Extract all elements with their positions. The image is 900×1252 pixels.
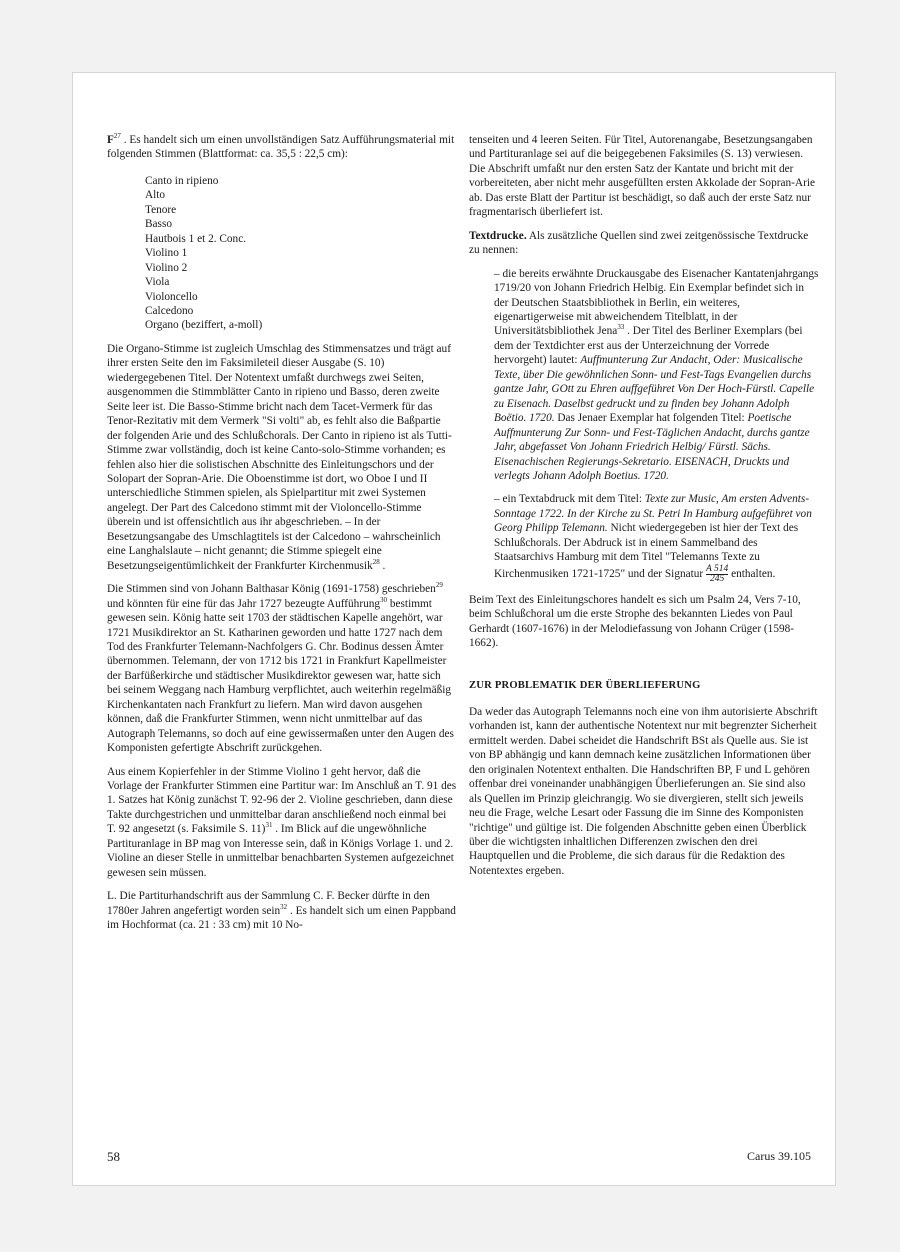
voice-item: Alto — [145, 189, 166, 202]
voice-item: Canto in ripieno — [145, 174, 219, 187]
voice-item: Violino 2 — [145, 261, 188, 274]
section-heading: ZUR PROBLEMATIK DER ÜBERLIEFERUNG — [469, 679, 701, 691]
footnote-ref: 30 — [380, 595, 388, 604]
catalog-number: Carus 39.105 — [747, 1149, 811, 1163]
source-f-paragraph — [107, 133, 457, 162]
voice-item: Calcedono — [145, 304, 194, 317]
psalm-paragraph: Beim Text des Einleitungschores handelt es sich um Psalm 24, Vers 7-10, beim Schlußchoral um die erste Strophe des bekannten Liedes von Paul Gerhardt (1607-1676) in der Melodiefassung von Johann Crüger (1598-1662). — [469, 593, 801, 650]
source-l-continued: tenseiten und 4 leeren Seiten. Für Titel, Autorenangabe, Besetzungsangaben und Partituranlage sei auf die beigegebenen Faksimiles (S. 13) verwiesen. Die Abschrift umfaßt nur den ersten Satz der Kantate und bricht mit der vorbereiteten, aber nicht mehr ausgefüllten ersten Akkolade der Sopran-Arie ab. Das erste Blatt der Partitur ist beschädigt, so daß auch der erste Satz nur fragmentarisch überliefert ist. — [469, 134, 815, 219]
voice-item: Organo (beziffert, a-moll) — [145, 319, 263, 332]
voice-item: Basso — [145, 218, 172, 231]
footnote-ref: 32 — [280, 902, 288, 911]
textdrucke-paragraph: Textdrucke. Als zusätzliche Quellen sind zwei zeitgenössische Textdrucke zu nennen: — [469, 229, 809, 257]
jena-title-quote: Poetische Auffmunterung Zur Sonn- und Fest-Täglichen Andacht, durchs gantze Jahr, abgefasset Von Johann Friedrich Helbig/ Fürstl. Sächs. Eisenachischen Regierungs-Sekretario. EISENACH, Druckts und verlegts Johann Adolph Boetius. 1720. — [494, 412, 810, 482]
problematik-paragraph: Da weder das Autograph Telemanns noch eine von ihm autorisierte Abschrift vorhanden ist, kann der authentische Notentext nur mit begrenzter Sicherheit ermittelt werden. Dabei scheidet die Handschrift BSt als Quelle aus. Sie ist von BP abhängig und kann demnach keine zusätzlichen Informationen über den originalen Notentext enthalten. Die Handschriften BP, F und L gehören offenbar drei voneinander unabhängigen Überlieferungen an. Sie sind also als Quellen im Prinzip gleichrangig. Wo sie divergieren, stellt sich jeweils neu die Frage, welche Lesart oder Fassung die im Sinne des Komponisten "richtige" und gültige ist. Die folgenden Abschnitte geben einen Überblick über die wichtigsten inhaltlichen Differenzen zwischen den drei Hauptquellen und die Probleme, die sich daraus für die Redaktion des Notentextes ergeben. — [469, 705, 818, 877]
source-l-paragraph: L. Die Partiturhandschrift aus der Sammlung C. F. Becker dürfte in den 1780er Jahren angefertigt worden sein$^{32}$ . Es handelt sich um einen Pappband im Hochformat (ca. 21 : 33 cm) mit 10 No- — [107, 890, 456, 932]
document-page — [72, 72, 836, 1186]
organo-paragraph: Die Organo-Stimme ist zugleich Umschlag des Stimmensatzes und trägt auf ihrer ersten Seite den im Faksimileteil dieser Ausgabe (S. 10) wiedergegebenen Titel. Der Notentext umfaßt durchwegs zwei Seiten, ausgenommen die Stimmblätter Canto in ripieno und Basso, deren zweite Seite leer ist. Die Basso-Stimme bricht nach dem Tacet-Vermerk für das Tenor-Rezitativ mit dem Vermerk "Si volti" ab, es fehlt also die Baßpartie der folgenden Arie und des Schlußchorals. Der Canto in ripieno ist als Tutti-Stimme zwar vollständig, doch ist keine Canto-solo-Stimme vorhanden; es fehlen also hier die solistischen Abschnitte des Einleitungschors und der Solopart der Sopran-Arie. Die Oboenstimme ist dort, wo Oboe I und II unterschiedliche Stimmen spielen, als Spielpartitur mit zwei Systemen angelegt. Der Part des Calcedono stimmt mit der Violoncello-Stimme überein und ist offensichtlich aus ihr abgeschrieben. – In der Besetzungsangabe des Umschlagtitels ist der Calcedono – wahrscheinlich eine Langhalslaute – nicht genannt; die Stimme spiegelt eine Besetzungseigentümlichkeit der Frankfurter Kirchenmusik$^{28}$ . — [107, 342, 452, 572]
textdrucke-label: Textdrucke. — [469, 229, 527, 242]
footnote-ref: 27 — [113, 132, 121, 141]
source-f-label: F — [107, 134, 114, 146]
source-f-text: . Es handelt sich um einen unvollständigen Satz Aufführungsmaterial mit folgenden Stimmen (Blattformat: ca. 35,5 : 22,5 cm): — [107, 134, 455, 161]
voice-item: Hautbois 1 et 2. Conc. — [145, 232, 247, 245]
eisenach-print-item: – die bereits erwähnte Druckausgabe des Eisenacher Kantatenjahrgangs 1719/20 von Johann Friedrich Helbig. Ein Exemplar befindet sich in der Deutschen Staatsbibliothek in Berlin, ein weiteres, eigenartigerweise mit abweichendem Titelblatt, in der Universitätsbibliothek Jena$^{33}$ . Der Titel des Berliner Exemplars (bei dem der Textdichter erst aus der Unterzeichnung der Vorrede hervorgeht) lautet: Auffmunterung Zur Andacht, Oder: Musicalische Texte, über Die gewöhnlichen Sonn- und Fest-Tags Evangelien durchs gantze Jahr, GOtt zu Ehren auffgeführet Von Der Hoch-Fürstl. Capelle zu Eisenach. Daselbst gedruckt und zu finden bey Johann Adolph Boëtio. 1720. Das Jenaer Exemplar hat folgenden Titel: Poetische Auffmunterung Zur Sonn- und Fest-Täglichen Andacht, durchs gantze Jahr, abgefasset Von Johann Friedrich Helbig/ Fürstl. Sächs. Eisenachischen Regierungs-Sekretario. EISENACH, Druckts und verlegts Johann Adolph Boetius. 1720. — [494, 267, 819, 482]
koenig-paragraph: Die Stimmen sind von Johann Balthasar König (1691-1758) geschrieben$^{29}$ und könnten für eine für das Jahr 1727 bezeugte Aufführung$^{30}$ bestimmt gewesen sein. König hatte seit 1703 der städtischen Kapelle angehört, war 1721 Musikdirektor an St. Katharinen geworden und hatte 1727 nach dem Tod des Frankfurter Telemann-Nachfolgers G. Chr. Bodinus dessen Ämter übernommen. Telemann, der von 1712 bis 1721 in Frankfurt Kapellmeister der Barfüßerkirche und städtischer Musikdirektor gewesen war, hatte sich bei seinem Weggang nach Hamburg verpflichtet, auch weiterhin regelmäßig Kirchenkantaten nach Frankfurt zu liefern. Man wird davon ausgehen können, daß die Frankfurter Stimmen, wenn nicht unmittelbar auf das Autograph Telemanns, so doch auf eine gewissermaßen unter den Augen des Komponisten gefertigte Abschrift zurückgehen. — [107, 581, 454, 755]
berlin-title-quote: Auffmunterung Zur Andacht, Oder: Musicalische Texte, über Die gewöhnlichen Sonn- und Fest-Tags Evangelien durchs gantze Jahr, GOtt zu Ehren auffgeführet Von Der Hoch-Fürstl. Capelle zu Eisenach. Daselbst gedruckt und zu finden bey Johann Adolph Boëtio. 1720. — [494, 354, 815, 425]
voice-item: Violoncello — [145, 290, 198, 303]
voice-item: Viola — [145, 276, 170, 289]
left-column — [107, 133, 457, 942]
right-column — [469, 133, 819, 887]
footnote-ref: 28 — [372, 557, 380, 566]
page-number: 58 — [107, 1149, 120, 1164]
signature-fraction: $\frac{A 514}{245}$ — [706, 563, 729, 584]
voice-item: Violino 1 — [145, 247, 188, 260]
footnote-ref: 33 — [617, 323, 625, 332]
voice-list — [145, 174, 457, 333]
footnote-ref: 31 — [265, 821, 273, 830]
hamburg-print-item: – ein Textabdruck mit dem Titel: Texte zur Music, Am ersten Advents-Sonntage 1722. In der Kirche zu St. Petri In Hamburg aufgeführet von Georg Philipp Telemann. Nicht wiedergegeben ist hier der Text des Schlußchorals. Der Abdruck ist in einem Sammelband des Staatsarchivs Hamburg mit dem Titel "Telemanns Texte zu Kirchenmusiken 1721-1725" und der Signatur $\frac{A 514}{245}$ enthalten. — [494, 493, 812, 584]
hamburg-title-quote: Texte zur Music, Am ersten Advents-Sonntage 1722. In der Kirche zu St. Petri In Hamburg aufgeführet von Georg Philipp Telemann. — [494, 493, 812, 535]
footnote-ref: 29 — [435, 581, 443, 590]
kopierfehler-paragraph: Aus einem Kopierfehler in der Stimme Violino 1 geht hervor, daß die Vorlage der Frankfurter Stimmen eine Partitur war: Im Anschluß an T. 91 des 1. Satzes hat König zunächst T. 92-96 der 2. Violine geschrieben, dann diese Takte durchgestrichen und unmittelbar daran anschließend noch einmal bei T. 92 angesetzt (s. Faksimile S. 11)$^{31}$ . Im Blick auf die ungewöhnliche Partituranlage in BP mag von Interesse sein, daß in Königs Vorlage 1. und 2. Violine an dieser Stelle in unmittelbar benachbarten Systemen aufgezeichnet gewesen sein müssen. — [107, 765, 457, 879]
voice-item: Tenore — [145, 203, 177, 216]
